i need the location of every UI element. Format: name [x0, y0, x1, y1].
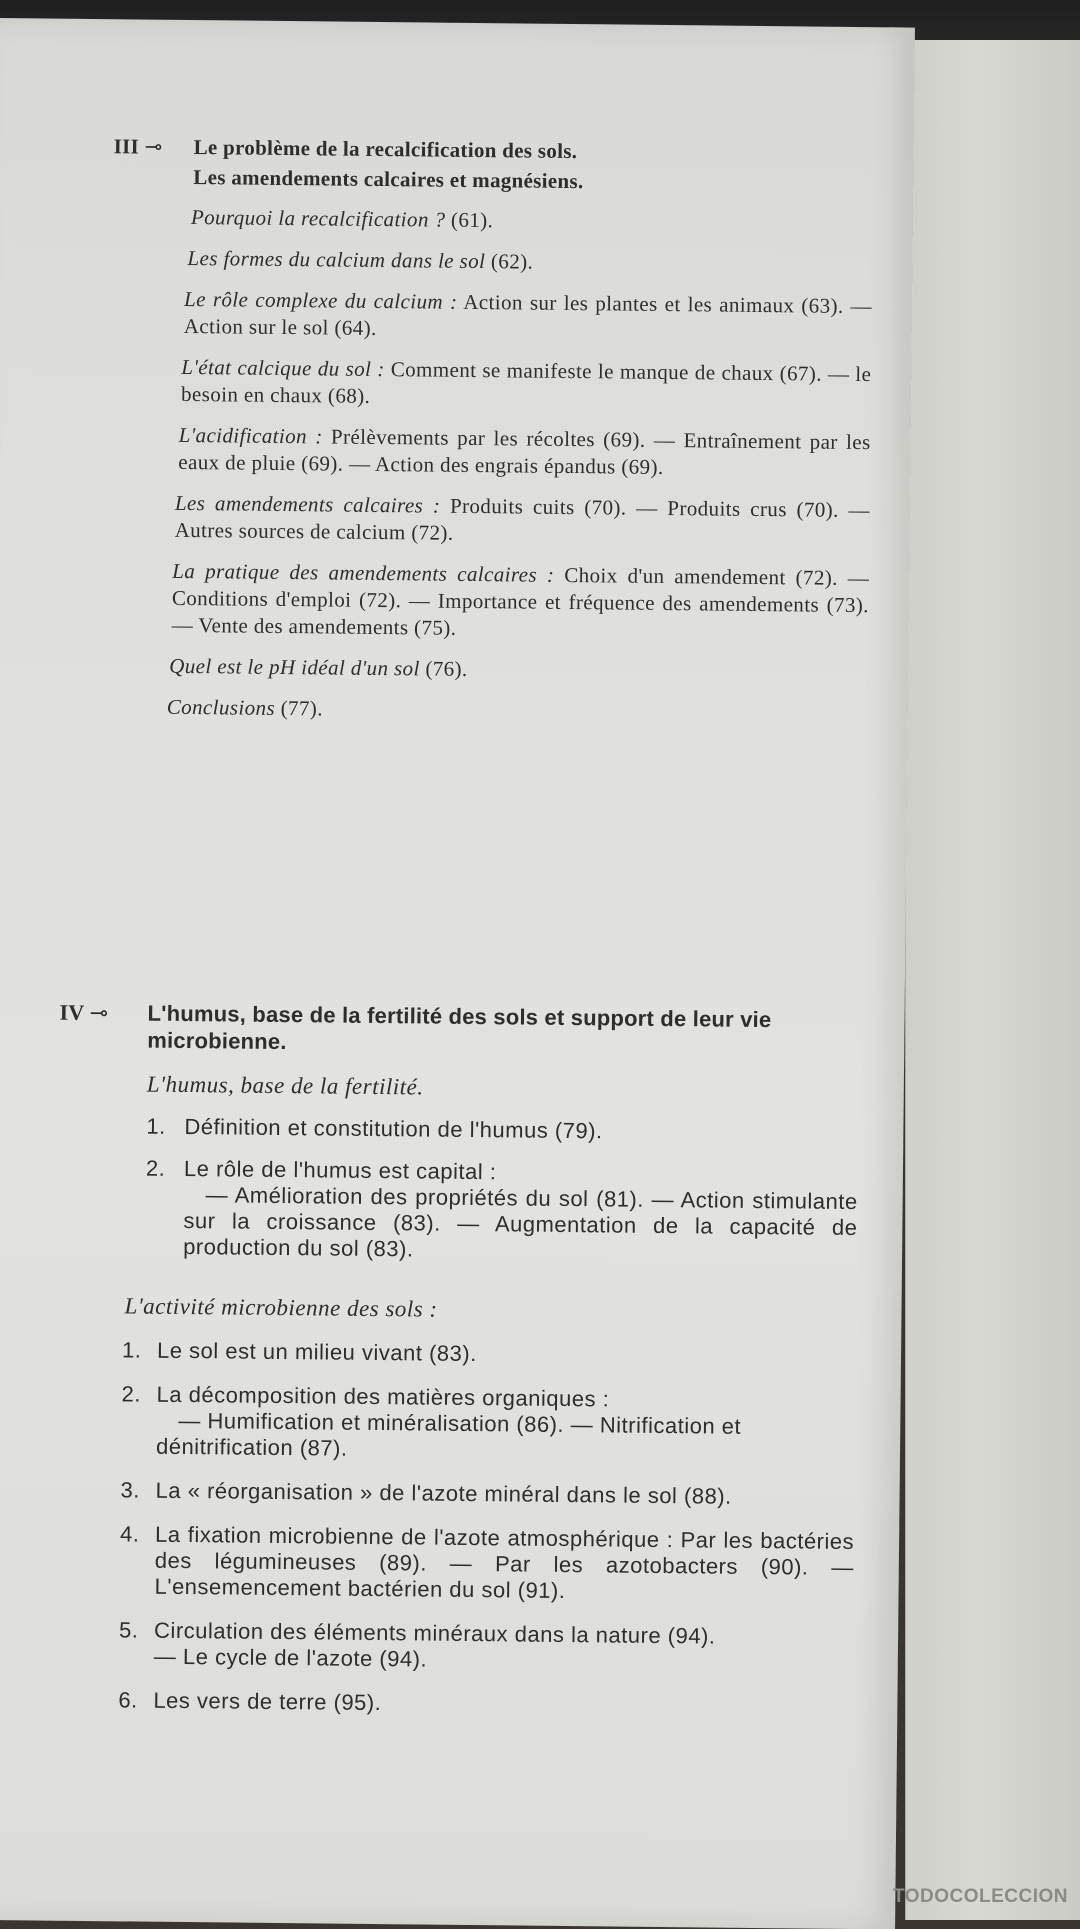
entry: L'acidification : Prélèvements par les récoltes (69). — Entraînement par les eaux de pluie (69). — Action des engrais épandus (69). — [178, 422, 871, 479]
section-3-title-line-2: Les amendements calcaires et magnésiens. — [193, 165, 584, 194]
section-4-body — [52, 1071, 889, 1722]
section-4-heading — [59, 999, 890, 1062]
section-4 — [52, 999, 890, 1740]
entry: Conclusions (77). — [166, 694, 324, 721]
list-item: 1. Définition et constitution de l'humus (79). — [146, 1113, 603, 1144]
entry: Pourquoi la recalcification ? (61). — [190, 205, 494, 233]
list-item: 2. Le rôle de l'humus est capital : — Amélioration des propriétés du sol (81). — Action stimulante sur la croissance (83). — Augmentation de la capacité de production du sol (83). — [145, 1155, 858, 1262]
bullet-ornament-icon: ⊸ — [144, 134, 163, 159]
list-item: 1. Le sol est un milieu vivant (83). — [121, 1337, 477, 1367]
section-3-number: III ⊸ — [113, 134, 163, 159]
section-3 — [108, 131, 894, 742]
facing-page — [905, 40, 1080, 1920]
section-3-title-line-1: Le problème de la recalcification des sols. — [193, 135, 578, 164]
list-item: 2. La décomposition des matières organiques : — Humification et minéralisation (86). — Nitrification et dénitrification (87). — [121, 1381, 742, 1461]
entry: Les formes du calcium dans le sol (62). — [187, 245, 534, 274]
watermark: TODOCOLECCION — [892, 1886, 1068, 1907]
book-page — [0, 18, 915, 1929]
list-item: 3. La « réorganisation » de l'azote minéral dans le sol (88). — [120, 1477, 732, 1509]
section-3-entries — [108, 203, 893, 728]
list-item: 5. Circulation des éléments minéraux dans la nature (94). — Le cycle de l'azote (94). — [118, 1617, 716, 1672]
entry: Quel est le pH idéal d'un sol (76). — [169, 653, 468, 681]
section-4-title: L'humus, base de la fertilité des sols et support de leur vie microbienne. — [147, 1000, 772, 1055]
section-4-number: IV ⊸ — [59, 999, 109, 1026]
list-item: 6. Les vers de terre (95). — [118, 1687, 382, 1716]
entry: La pratique des amendements calcaires : Choix d'un amendement (72). — Conditions d'emploi (72). — Importance et fréquence des amendements (73). — Vente des amendements (75). — [171, 558, 870, 640]
section-3-heading — [113, 131, 894, 199]
entry: L'état calcique du sol : Comment se manifeste le manque de chaux (67). — le besoin en chaux (68). — [180, 354, 872, 408]
bullet-ornament-icon: ⊸ — [89, 999, 109, 1026]
humus-list — [145, 1114, 858, 1267]
list-item: 4. La fixation microbienne de l'azote atmosphérique : Par les bactéries des légumineuses (89). — Par les azotobacters (90). — L'ensemencement bactérien du sol (91). — [120, 1521, 855, 1604]
microbial-list — [118, 1337, 856, 1721]
entry: Le rôle complexe du calcium : Action sur les plantes et les animaux (63). — Action sur le sol (64). — [183, 286, 873, 340]
subsection-humus-title: L'humus, base de la fertilité. — [146, 1071, 424, 1100]
subsection-microbial-title: L'activité microbienne des sols : — [124, 1293, 438, 1322]
entry: Les amendements calcaires : Produits cuits (70). — Produits crus (70). — Autres sources de calcium (72). — [174, 490, 871, 545]
